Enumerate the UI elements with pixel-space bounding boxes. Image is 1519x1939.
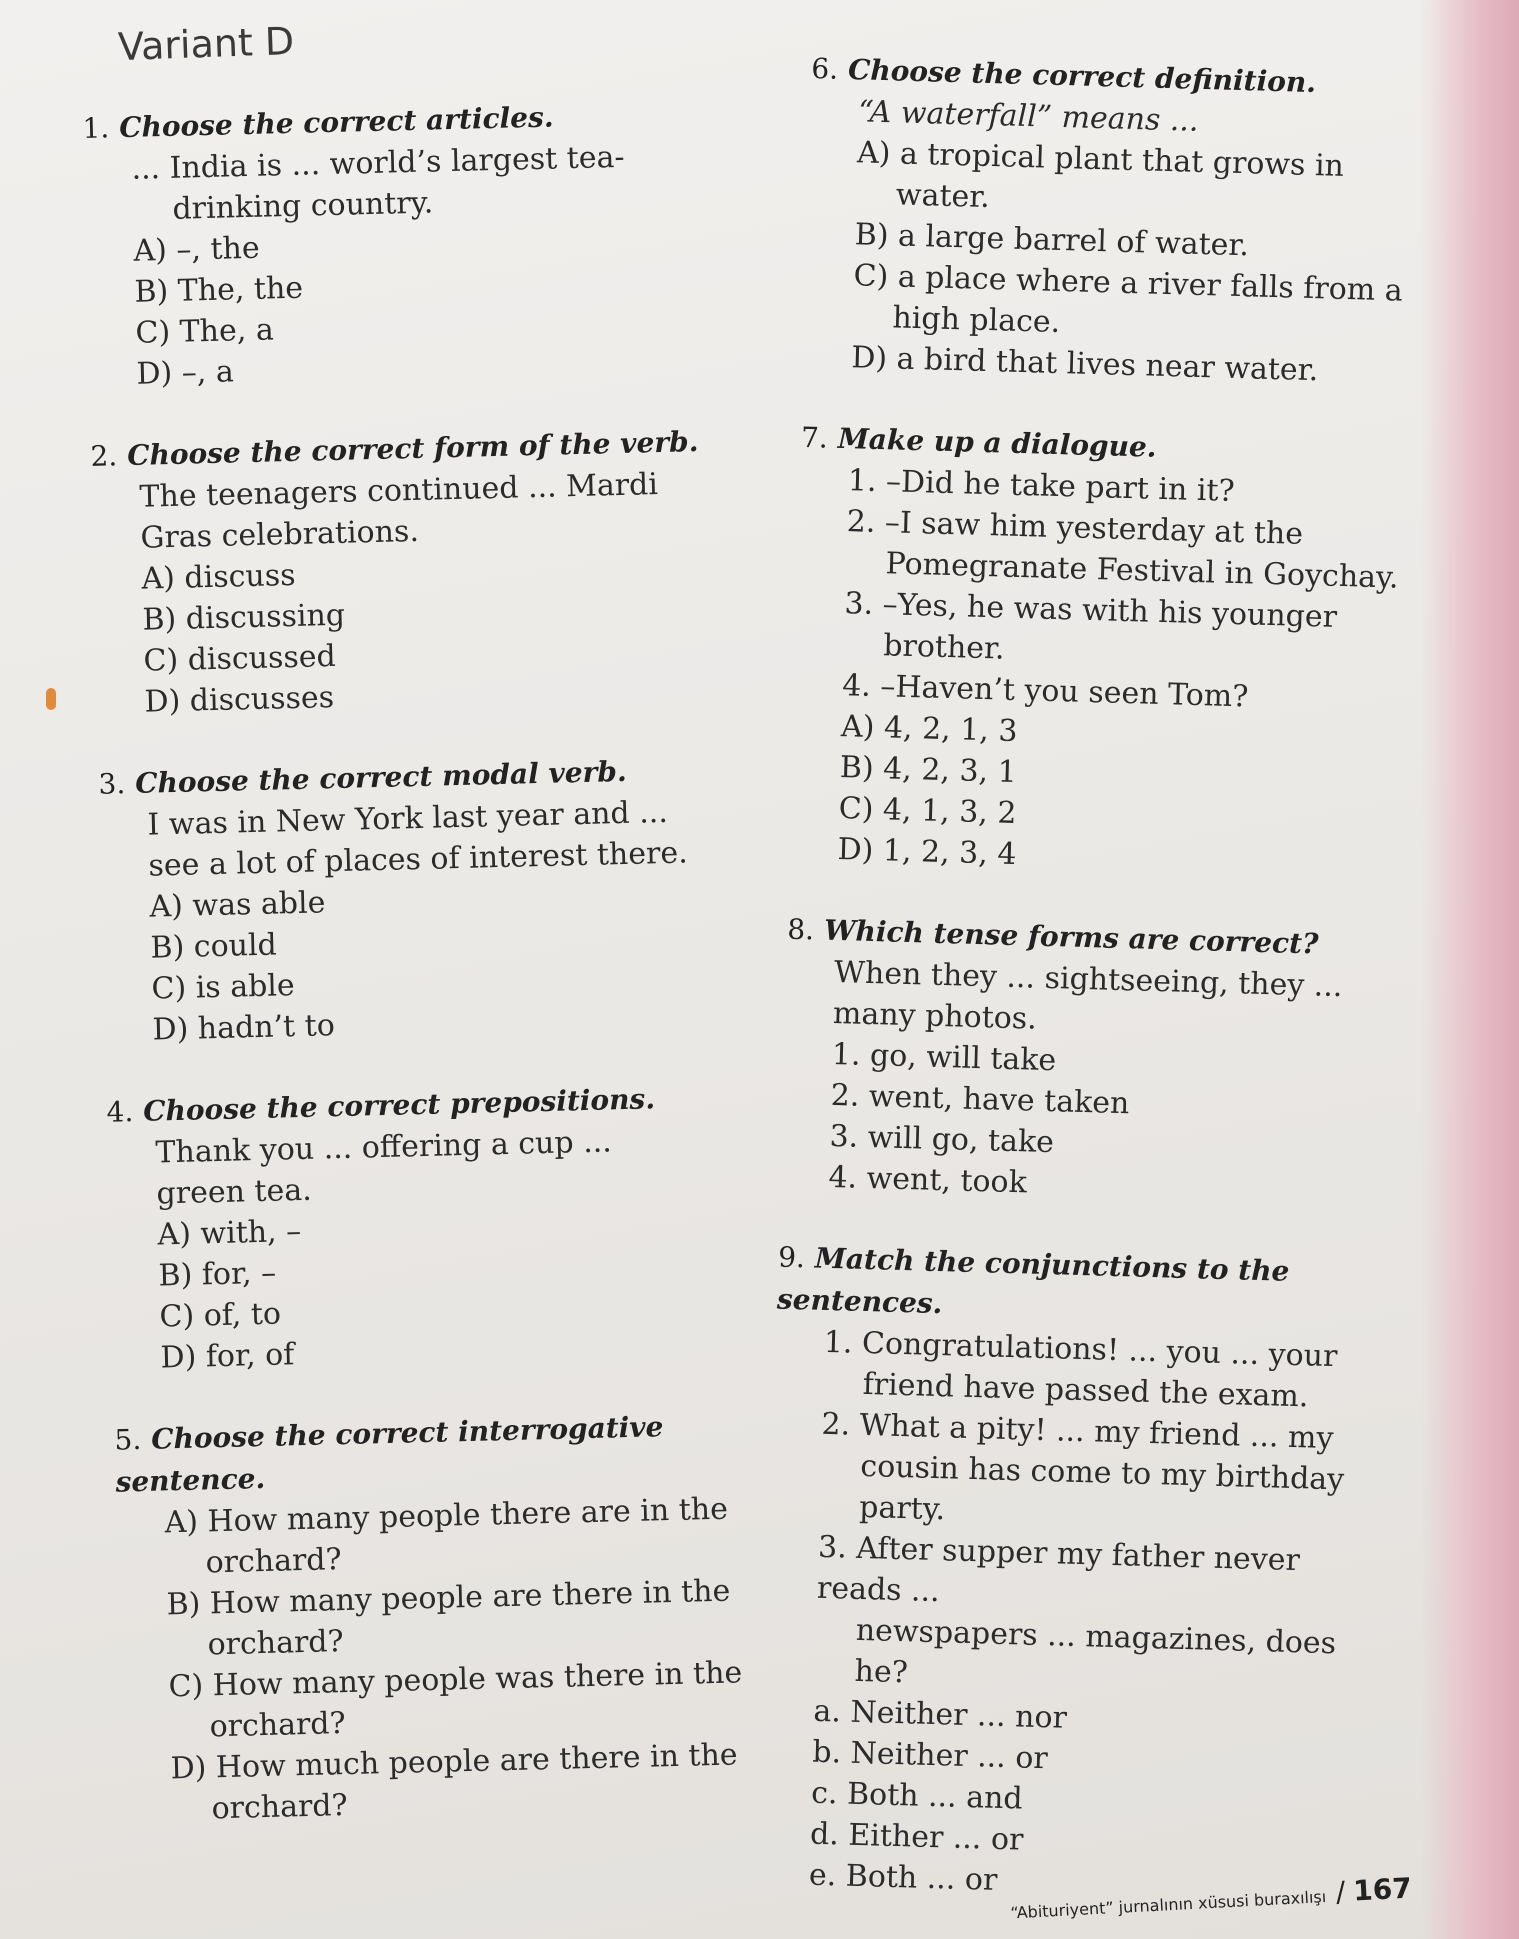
option-d: D) –, a [136, 354, 235, 392]
option-c: C) How many people was there in the orchard? [168, 1655, 743, 1745]
option-a: A) How many people there are in the orchard? [164, 1491, 729, 1581]
question-2 [90, 419, 797, 724]
option-a: A) discuss [141, 557, 296, 597]
option-a: A) was able [149, 885, 326, 925]
question-9 [760, 1237, 1398, 1912]
question-title: 8. Which tense forms are correct? [786, 912, 1319, 961]
option-d: D) hadn’t to [152, 1008, 336, 1048]
question-title: 2. Choose the correct form of the verb. [90, 425, 699, 473]
question-title: 6. Choose the correct definition. [810, 51, 1317, 100]
question-title: 7. Make up a dialogue. [800, 420, 1158, 464]
footer-slash: / [1335, 1874, 1347, 1909]
question-stem: I was in New York last year and ... see a lot of places of interest there. [147, 794, 689, 884]
option-d: D) a bird that lives near water. [850, 340, 1319, 389]
right-column [759, 48, 1431, 1939]
option-b: B) The, the [134, 270, 304, 310]
variant-heading: Variant D [117, 18, 295, 70]
choice-c: c. Both ... and [810, 1775, 1024, 1817]
option-c: C) of, to [159, 1296, 282, 1335]
option-a: A) a tropical plant that grows in water. [856, 135, 1345, 216]
option-b: B) 4, 2, 3, 1 [839, 750, 1018, 790]
question-stem: When they ... sightseeing, they ... many photos. [832, 954, 1343, 1037]
choice-a: a. Neither ... nor [813, 1693, 1068, 1736]
option-d: D) 1, 2, 3, 4 [837, 832, 1017, 873]
question-8 [780, 909, 1408, 1214]
question-7 [789, 417, 1421, 886]
question-title: 1. Choose the correct articles. [82, 100, 554, 145]
question-3 [98, 747, 805, 1052]
question-title: 3. Choose the correct modal verb. [98, 754, 628, 801]
option-b: B) discussing [142, 597, 346, 638]
option-b: B) could [150, 927, 278, 966]
answer-item-2: 2. went, have taken [830, 1077, 1130, 1122]
option-b: B) a large barrel of water. [854, 217, 1250, 264]
option-a: A) with, – [157, 1213, 302, 1253]
footer-text: “Abituriyent” jurnalının xüsusi buraxılışı [1009, 1886, 1327, 1923]
dialogue-line-1: 1. –Did he take part in it? [847, 463, 1236, 509]
answer-item-3: 3. will go, take [829, 1118, 1055, 1161]
choice-d: d. Either ... or [809, 1816, 1024, 1858]
option-a: A) 4, 2, 1, 3 [840, 709, 1018, 749]
option-a: A) –, the [133, 230, 261, 269]
option-c: C) a place where a river falls from a high place. [853, 258, 1404, 341]
answer-item-4: 4. went, took [827, 1159, 1028, 1201]
answer-item-1: 1. go, will take [831, 1036, 1057, 1079]
option-c: C) The, a [135, 312, 275, 351]
question-4 [106, 1075, 813, 1380]
question-title: 5. Choose the correct interrogative sentence. [114, 1410, 664, 1499]
choice-e: e. Both ... or [808, 1857, 998, 1898]
option-b: B) for, – [158, 1255, 277, 1294]
sentence-2: 2. What a pity! ... my friend ... my cousin has come to my birthday party. [821, 1406, 1345, 1528]
pink-page-edge [1420, 0, 1519, 1939]
question-stem: The teenagers continued ... Mardi Gras celebrations. [139, 467, 659, 556]
question-1 [82, 91, 789, 396]
option-d: D) How much people are there in the orchard? [170, 1737, 739, 1827]
question-6 [803, 48, 1432, 394]
option-d: D) for, of [160, 1337, 295, 1376]
sentence-3: 3. After supper my father never reads ... newspapers ... magazines, does he? [816, 1529, 1337, 1691]
left-column [82, 91, 825, 1872]
option-b: B) How many people are there in the orchard? [166, 1573, 731, 1663]
option-c: C) discussed [143, 638, 337, 679]
question-stem: ... India is ... world’s largest tea- drinking country. [131, 139, 625, 227]
choice-b: b. Neither ... or [811, 1734, 1049, 1777]
dialogue-line-2: 2. –I saw him yesterday at the Pomegranate Festival in Goychay. [846, 504, 1400, 596]
dialogue-line-4: 4. –Haven’t you seen Tom? [841, 668, 1249, 715]
page-number: 167 [1352, 1871, 1413, 1908]
question-title: 4. Choose the correct prepositions. [106, 1082, 656, 1129]
option-d: D) discusses [144, 680, 335, 720]
orange-margin-mark [46, 688, 56, 710]
option-c: C) is able [151, 968, 296, 1007]
question-title: 9. Match the conjunctions to the sentences. [776, 1240, 1290, 1321]
option-c: C) 4, 1, 3, 2 [838, 791, 1017, 832]
sentence-1: 1. Congratulations! ... you ... your friend have passed the exam. [823, 1324, 1338, 1415]
question-5 [114, 1403, 824, 1832]
question-stem: “A waterfall” means ... [857, 94, 1199, 139]
question-stem: Thank you ... offering a cup ... green tea. [155, 1124, 613, 1212]
dialogue-line-3: 3. –Yes, he was with his younger brother. [844, 586, 1338, 667]
